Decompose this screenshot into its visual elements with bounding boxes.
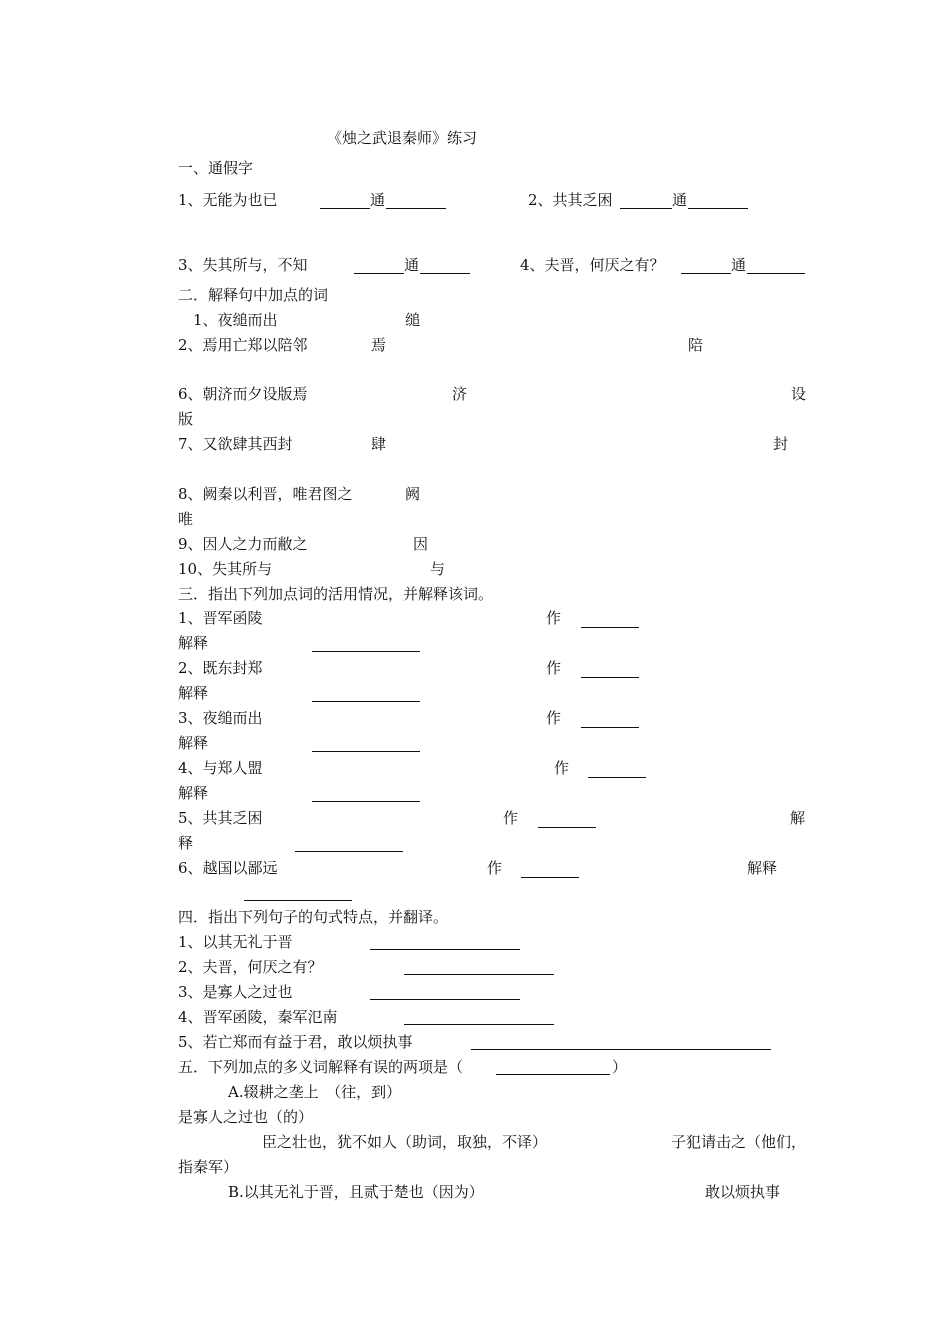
s3-q6-zuo: 作 (487, 859, 503, 877)
s3-q5-jie: 解 (790, 809, 806, 827)
s3-q5-meaning-blank[interactable] (295, 850, 403, 852)
s2-q9-word: 因 (413, 535, 429, 553)
s2-q2-word-2: 陪 (688, 336, 704, 354)
s3-q4-meaning-blank[interactable] (312, 800, 420, 802)
s2-q2-text: 2、焉用亡郑以陪邻 (178, 336, 308, 354)
s3-q1-meaning-blank[interactable] (312, 650, 420, 652)
s5-option-a-line-2: 是寡人之过也（的） (178, 1108, 314, 1126)
s3-q6-jieshi: 解释 (747, 859, 778, 877)
s1-q4-blank-a[interactable] (681, 272, 731, 274)
s3-q4-jieshi: 解释 (178, 784, 209, 802)
s4-q4-blank[interactable] (404, 1023, 554, 1025)
s5-option-a-line-4b: 指秦军） (178, 1158, 239, 1176)
s2-q7-text: 7、又欲肆其西封 (178, 435, 293, 453)
s3-q6-meaning-blank[interactable] (244, 899, 352, 901)
s1-q3-tong: 通 (404, 256, 420, 274)
s3-q5-shi: 释 (178, 834, 194, 852)
s5-option-a-line-3: 臣之壮也，犹不如人（助词，取独，不译） (262, 1133, 548, 1151)
s5-option-a-line-1: A.辍耕之垄上 （往，到） (228, 1083, 402, 1101)
s3-q2-usage-blank[interactable] (581, 676, 639, 678)
s2-q7-word-2: 封 (773, 435, 789, 453)
s1-q4-tong: 通 (731, 256, 747, 274)
page-title: 《烛之武退秦师》练习 (327, 129, 478, 147)
s1-q1-blank-b[interactable] (386, 207, 446, 209)
s2-q9-text: 9、因人之力而敝之 (178, 535, 308, 553)
s1-q2-text: 2、共其乏困 (528, 191, 613, 209)
s3-q5-text: 5、共其乏困 (178, 809, 263, 827)
s4-q3-text: 3、是寡人之过也 (178, 983, 293, 1001)
s2-q8-word-2: 唯 (178, 510, 194, 528)
s2-q6-word-2b: 版 (178, 410, 194, 428)
section-3-heading: 三．指出下列加点词的活用情况，并解释该词。 (178, 585, 494, 603)
s3-q2-zuo: 作 (546, 659, 562, 677)
s3-q5-zuo: 作 (503, 809, 519, 827)
s3-q4-usage-blank[interactable] (588, 776, 646, 778)
s3-q3-jieshi: 解释 (178, 734, 209, 752)
s3-q2-meaning-blank[interactable] (312, 700, 420, 702)
s4-q5-blank[interactable] (471, 1048, 771, 1050)
section-5-heading: 五．下列加点的多义词解释有误的两项是（ (178, 1058, 464, 1076)
s4-q4-text: 4、晋军函陵，秦军氾南 (178, 1008, 338, 1026)
s1-q4-blank-b[interactable] (747, 272, 805, 274)
s1-q3-blank-b[interactable] (420, 272, 470, 274)
s3-q1-jieshi: 解释 (178, 634, 209, 652)
section-2-heading: 二．解释句中加点的词 (178, 286, 329, 304)
s1-q2-blank-b[interactable] (688, 207, 748, 209)
s4-q3-blank[interactable] (370, 998, 520, 1000)
s3-q3-meaning-blank[interactable] (312, 750, 420, 752)
s2-q6-word-1: 济 (452, 385, 468, 403)
s2-q6-text: 6、朝济而夕设版焉 (178, 385, 308, 403)
s4-q2-blank[interactable] (404, 973, 554, 975)
s5-option-b-line-1: B.以其无礼于晋，且贰于楚也（因为） (228, 1183, 484, 1201)
s2-q8-text: 8、阙秦以利晋，唯君图之 (178, 485, 353, 503)
s3-q4-zuo: 作 (554, 759, 570, 777)
section-1-heading: 一、通假字 (178, 159, 254, 177)
s4-q2-text: 2、夫晋，何厌之有？ (178, 958, 323, 976)
s2-q7-word-1: 肆 (371, 435, 387, 453)
s2-q6-word-2a: 设 (791, 385, 807, 403)
s2-q10-text: 10、失其所与 (178, 560, 273, 578)
s1-q3-text: 3、失其所与，不知 (178, 256, 308, 274)
s1-q3-blank-a[interactable] (354, 272, 404, 274)
s3-q6-usage-blank[interactable] (521, 876, 579, 878)
s3-q1-text: 1、晋军函陵 (178, 609, 263, 627)
s3-q1-zuo: 作 (546, 609, 562, 627)
s1-q2-tong: 通 (672, 191, 688, 209)
s3-q2-jieshi: 解释 (178, 684, 209, 702)
s3-q5-usage-blank[interactable] (538, 826, 596, 828)
s3-q3-zuo: 作 (546, 709, 562, 727)
s3-q3-text: 3、夜缒而出 (178, 709, 263, 727)
s3-q6-text: 6、越国以鄙远 (178, 859, 278, 877)
s2-q8-word-1: 阙 (405, 485, 421, 503)
s1-q1-tong: 通 (370, 191, 386, 209)
s3-q2-text: 2、既东封郑 (178, 659, 263, 677)
s2-q1-word: 缒 (405, 311, 421, 329)
s3-q3-usage-blank[interactable] (581, 726, 639, 728)
s2-q10-word: 与 (430, 560, 446, 578)
s4-q5-text: 5、若亡郑而有益于君，敢以烦执事 (178, 1033, 413, 1051)
s4-q1-blank[interactable] (370, 948, 520, 950)
s1-q1-text: 1、无能为也已 (178, 191, 278, 209)
s5-close-paren: ） (612, 1058, 628, 1076)
s3-q4-text: 4、与郑人盟 (178, 759, 263, 777)
s2-q1-text: 1、夜缒而出 (193, 311, 278, 329)
section-4-heading: 四．指出下列句子的句式特点，并翻译。 (178, 908, 449, 926)
s3-q1-usage-blank[interactable] (581, 626, 639, 628)
s2-q2-word-1: 焉 (371, 336, 387, 354)
s1-q1-blank-a[interactable] (320, 207, 370, 209)
s5-answer-blank[interactable] (496, 1073, 610, 1075)
s1-q4-text: 4、夫晋，何厌之有？ (520, 256, 665, 274)
s5-option-a-line-4a: 子犯请击之（他们， (671, 1133, 807, 1151)
s5-option-b-line-2: 敢以烦执事 (705, 1183, 781, 1201)
s4-q1-text: 1、以其无礼于晋 (178, 933, 293, 951)
s1-q2-blank-a[interactable] (620, 207, 672, 209)
